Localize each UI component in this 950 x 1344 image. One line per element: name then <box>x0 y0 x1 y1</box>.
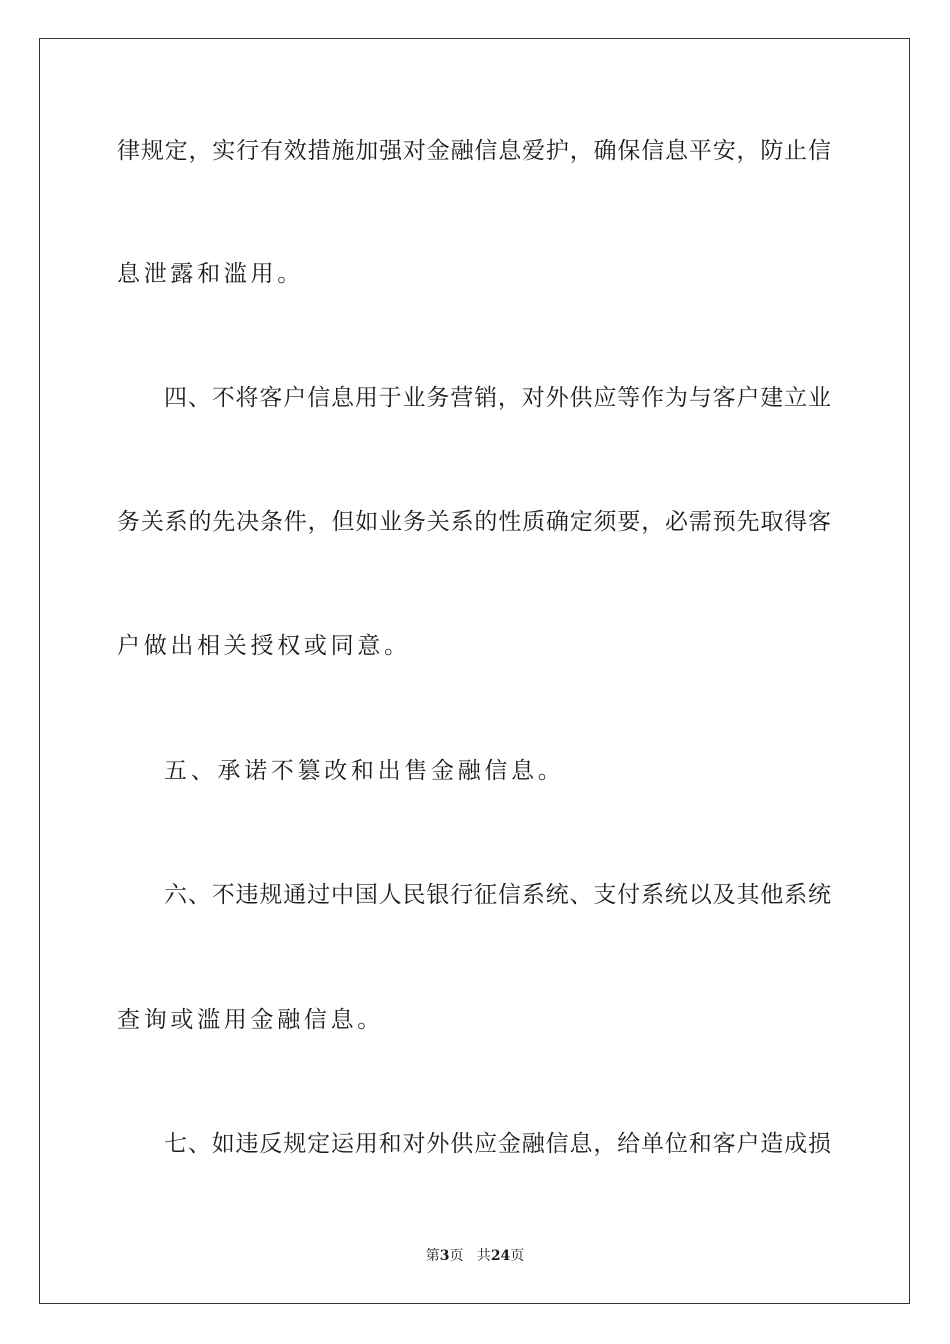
paragraph-line: 六、不违规通过中国人民银行征信系统、支付系统以及其他系统 <box>164 882 831 908</box>
total-prefix: 共 <box>476 1248 491 1264</box>
total-pages: 24 <box>490 1248 511 1264</box>
footer-separator <box>463 1248 476 1264</box>
paragraph-line: 律规定，实行有效措施加强对金融信息爱护，确保信息平安，防止信 <box>117 138 831 164</box>
page-footer <box>0 1247 950 1265</box>
paragraph-line: 务关系的先决条件，但如业务关系的性质确定须要，必需预先取得客 <box>117 509 831 535</box>
page-border <box>39 38 910 1304</box>
paragraph-line: 五、承诺不篡改和出售金融信息。 <box>164 758 565 784</box>
page-prefix: 第 <box>425 1248 440 1264</box>
page-suffix: 页 <box>449 1248 464 1264</box>
paragraph-line: 查询或滥用金融信息。 <box>117 1007 384 1033</box>
total-suffix: 页 <box>510 1248 525 1264</box>
paragraph-line: 户做出相关授权或同意。 <box>117 633 411 659</box>
page-number: 3 <box>439 1248 450 1264</box>
paragraph-line: 息泄露和滥用。 <box>117 261 304 287</box>
paragraph-line: 四、不将客户信息用于业务营销，对外供应等作为与客户建立业 <box>164 385 831 411</box>
paragraph-line: 七、如违反规定运用和对外供应金融信息，给单位和客户造成损 <box>164 1131 831 1157</box>
